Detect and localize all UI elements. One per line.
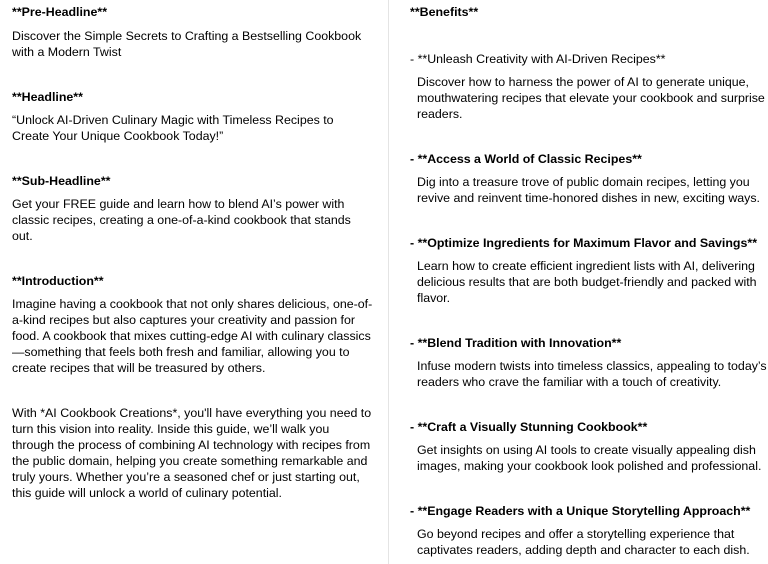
pre-headline-text: Discover the Simple Secrets to Crafting a Bestselling Cookbook with a Modern Twist <box>12 29 362 59</box>
benefit-title: - **Blend Tradition with Innovation** <box>410 336 622 350</box>
headline-heading: **Headline** <box>12 90 83 104</box>
benefit-title: - **Craft a Visually Stunning Cookbook** <box>410 420 648 434</box>
benefit-title: - **Unleash Creativity with AI-Driven Recipes** <box>410 52 666 66</box>
benefit-title: - **Engage Readers with a Unique Storytelling Approach** <box>410 504 751 518</box>
benefit-description: Get insights on using AI tools to create visually appealing dish images, making your cookbook look polished and professional. <box>417 443 762 473</box>
benefit-description: Infuse modern twists into timeless classics, appealing to today’s readers who crave the familiar with a touch of creativity. <box>417 359 767 389</box>
benefit-title: - **Optimize Ingredients for Maximum Flavor and Savings** <box>410 236 758 250</box>
benefit-description: Learn how to create efficient ingredient lists with AI, delivering delicious results that are both budget-friendly and packed with flavor. <box>417 259 757 305</box>
introduction-paragraph-2: With *AI Cookbook Creations*, you'll have everything you need to turn this vision into reality. Inside this guide, we’ll walk you through the process of combining AI technology with recipes from the public domain, helping you create something remarkable and truly yours. Whether you’re a seasoned chef or just starting out, this guide will unlock a world of culinary potential. <box>12 406 372 500</box>
benefit-title: - **Access a World of Classic Recipes** <box>410 152 642 166</box>
pre-headline-heading: **Pre-Headline** <box>12 5 108 19</box>
column-divider <box>388 0 389 564</box>
headline-text: “Unlock AI-Driven Culinary Magic with Timeless Recipes to Create Your Unique Cookbook Today!” <box>12 113 334 143</box>
introduction-paragraph-1: Imagine having a cookbook that not only shares delicious, one-of-a-kind recipes but also captures your creativity and passion for food. A cookbook that mixes cutting-edge AI with culinary classics—something that feels both fresh and familiar, allowing you to create recipes that will be treasured by others. <box>12 297 373 375</box>
introduction-heading: **Introduction** <box>12 274 104 288</box>
sub-headline-heading: **Sub-Headline** <box>12 174 111 188</box>
sub-headline-text: Get your FREE guide and learn how to blend AI’s power with classic recipes, creating a one-of-a-kind cookbook that stands out. <box>12 197 351 243</box>
benefit-description: Discover how to harness the power of AI to generate unique, mouthwatering recipes that elevate your cookbook and surprise readers. <box>417 75 765 121</box>
benefit-description: Dig into a treasure trove of public domain recipes, letting you revive and reinvent time-honored dishes in new, exciting ways. <box>417 175 760 205</box>
benefit-description: Go beyond recipes and offer a storytelling experience that captivates readers, adding depth and character to each dish. <box>417 527 750 557</box>
benefits-heading: **Benefits** <box>410 5 479 19</box>
